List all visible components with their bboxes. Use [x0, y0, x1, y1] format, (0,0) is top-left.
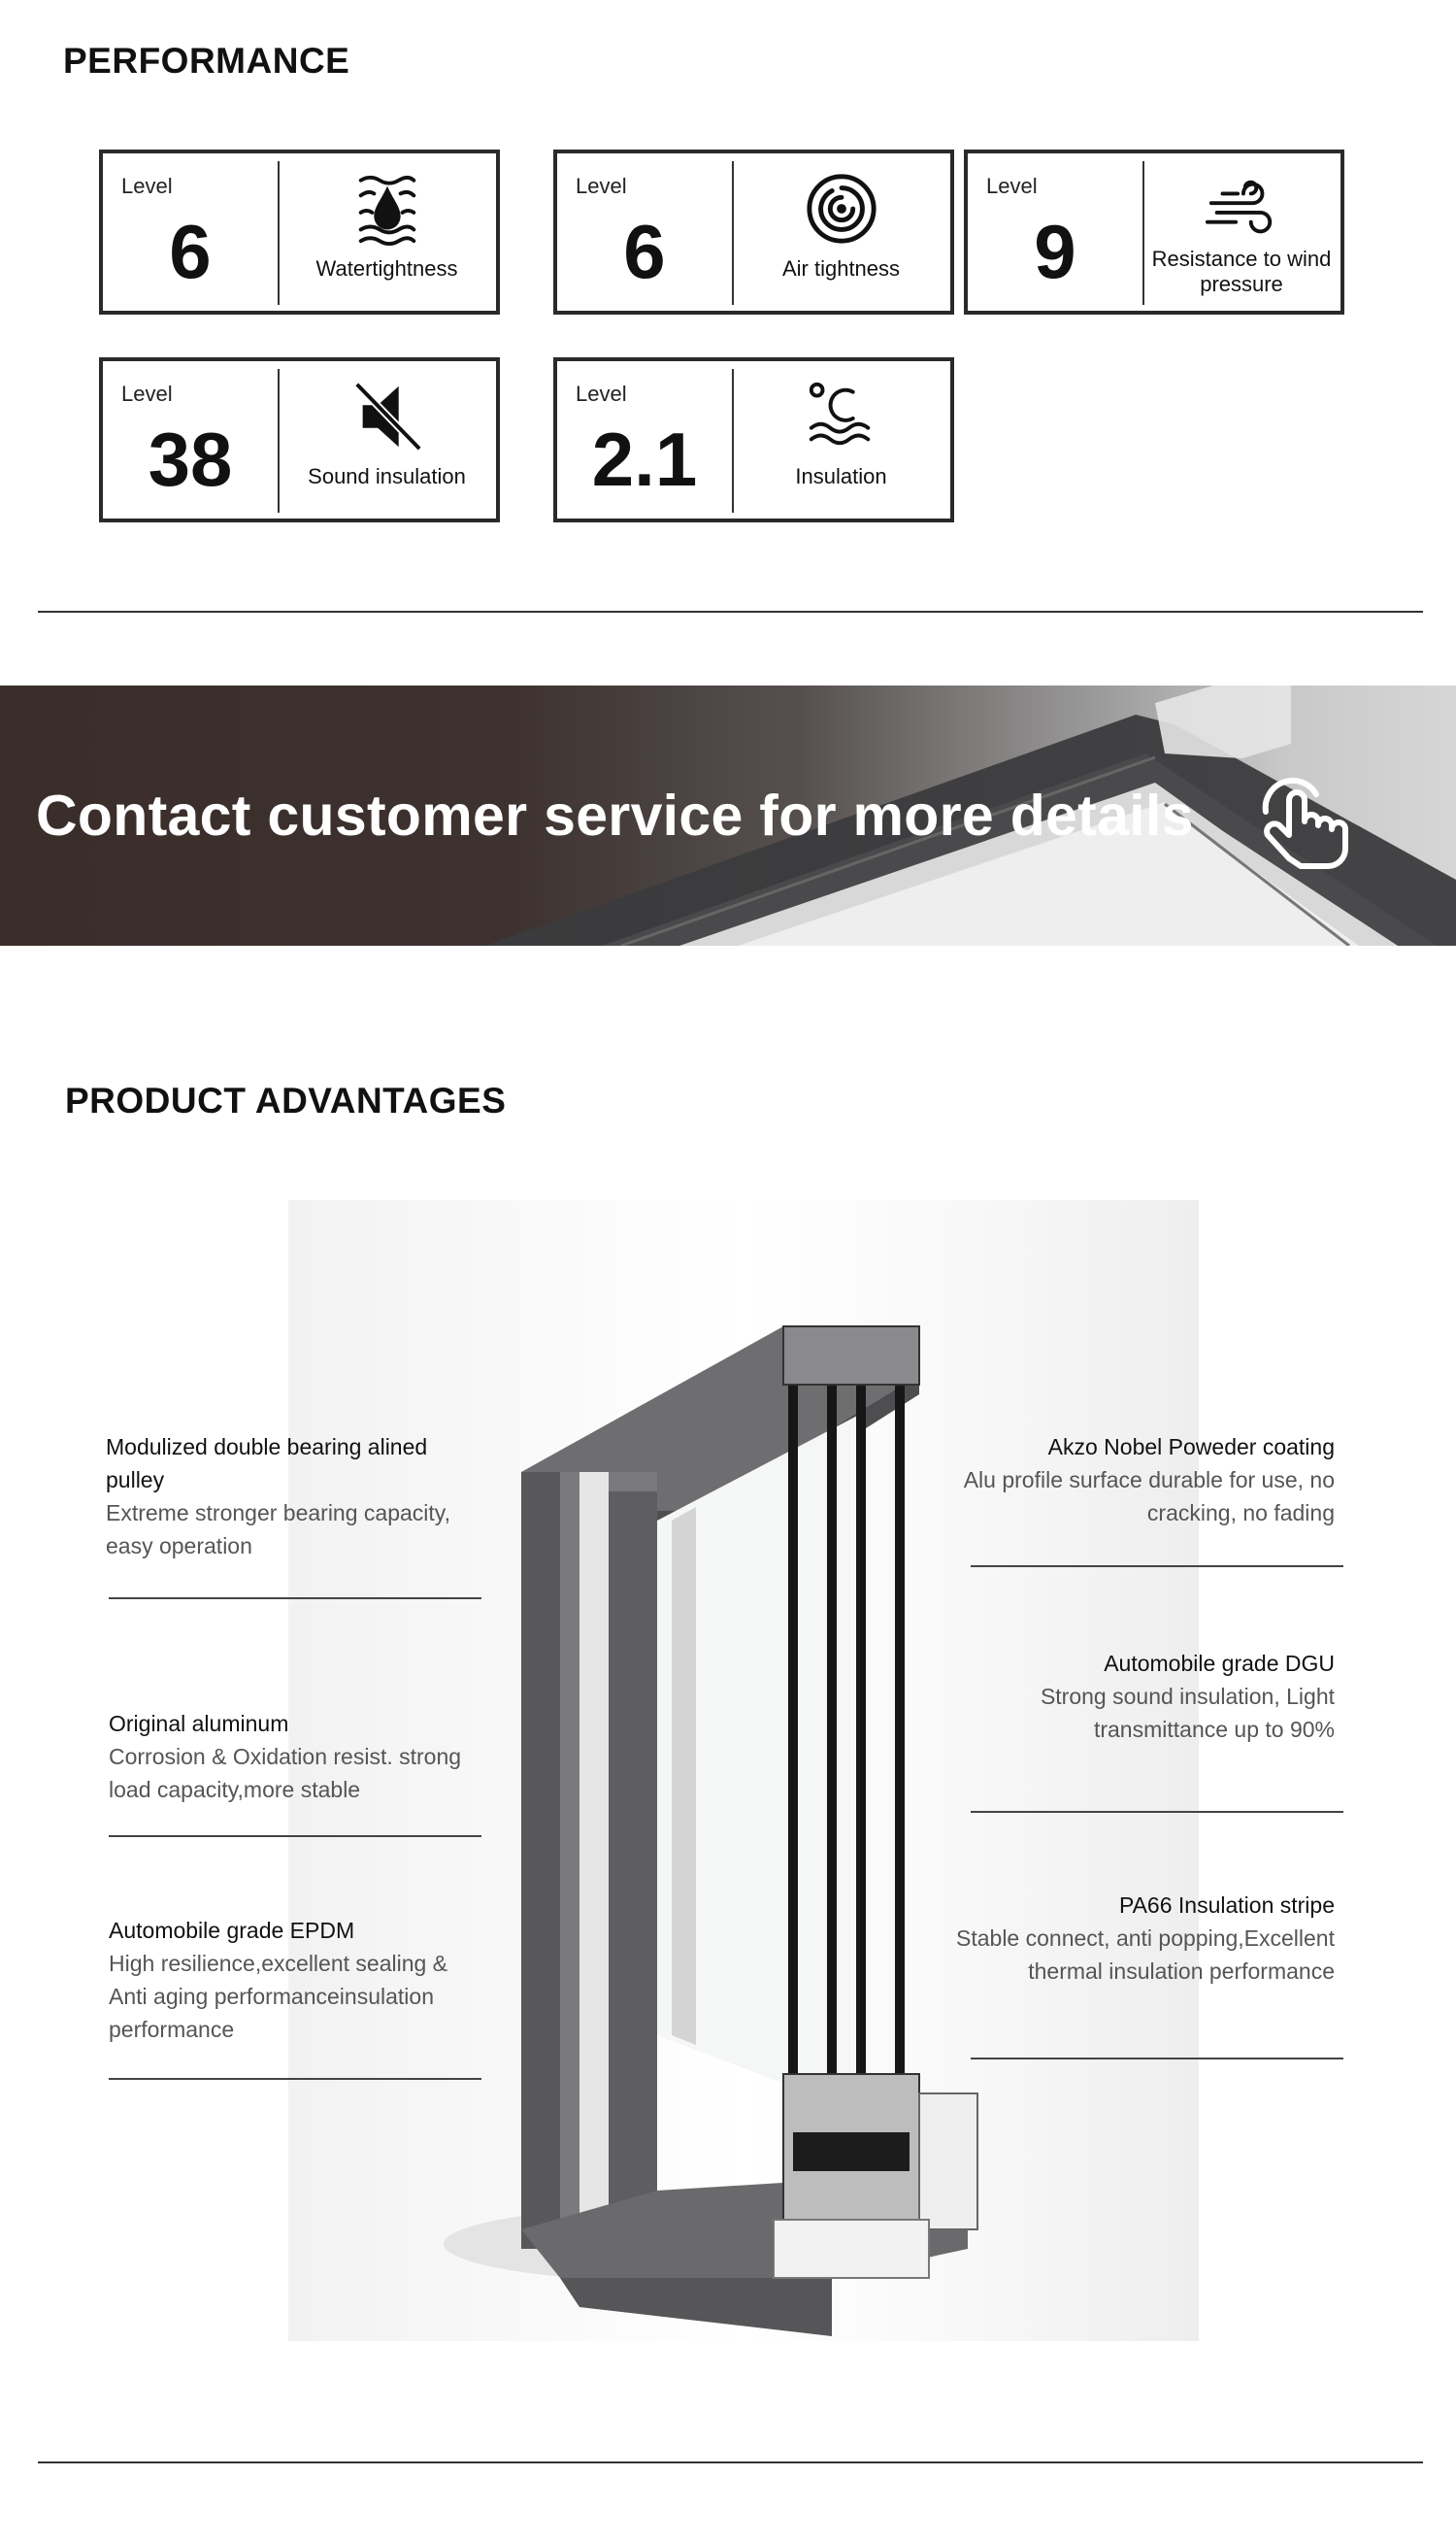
performance-card-sound-insulation	[99, 357, 500, 522]
advantage-divider	[109, 1597, 481, 1599]
advantage-divider	[971, 1565, 1343, 1567]
advantage-dgu	[956, 1647, 1335, 1746]
wind-icon	[1142, 171, 1340, 247]
performance-name: Sound insulation	[308, 464, 466, 488]
level-value: 6	[169, 209, 212, 294]
advantage-title: Original aluminum	[109, 1711, 289, 1736]
advantage-description: Corrosion & Oxidation resist. strong load capacity,more stable	[109, 1744, 462, 1802]
contact-banner-text[interactable]: Contact customer service for more details	[36, 784, 1194, 848]
section-divider	[38, 611, 1423, 613]
mute-speaker-icon	[278, 379, 496, 454]
advantage-title: PA66 Insulation stripe	[1118, 1892, 1335, 1918]
advantage-divider	[109, 1835, 481, 1837]
water-drop-icon	[278, 171, 496, 247]
advantage-title: Automobile grade EPDM	[109, 1918, 355, 1943]
performance-heading: PERFORMANCE	[63, 41, 350, 81]
touch-hand-icon[interactable]	[1252, 765, 1359, 872]
performance-card-insulation	[553, 357, 954, 522]
level-label: Level	[986, 174, 1038, 198]
advantage-title: Akzo Nobel Poweder coating	[1047, 1434, 1335, 1459]
contact-banner[interactable]	[0, 686, 1456, 946]
level-value: 2.1	[591, 417, 698, 502]
advantage-description: Stable connect, anti popping,Excellent thermal insulation performance	[956, 1925, 1335, 1984]
level-value: 38	[148, 417, 233, 502]
performance-name: Air tightness	[781, 256, 901, 281]
performance-name: Resistance to wind pressure	[1151, 247, 1332, 296]
advantage-divider	[971, 1811, 1343, 1813]
advantage-pa66	[956, 1889, 1335, 1988]
advantage-description: Strong sound insulation, Light transmittance up to 90%	[1040, 1684, 1335, 1742]
advantage-description: Extreme stronger bearing capacity, easy operation	[106, 1500, 450, 1558]
advantage-epdm	[109, 1914, 487, 2046]
level-label: Level	[121, 382, 173, 406]
advantage-title: Automobile grade DGU	[1104, 1651, 1335, 1676]
level-value: 6	[623, 209, 666, 294]
level-label: Level	[576, 382, 627, 406]
section-divider	[38, 2461, 1423, 2463]
advantage-coating	[956, 1430, 1335, 1529]
advantage-title: Modulized double bearing alined pulley	[106, 1434, 428, 1492]
performance-name: Watertightness	[315, 256, 458, 281]
performance-card-wind-pressure	[964, 150, 1344, 315]
temperature-water-icon	[732, 379, 950, 454]
advantage-divider	[971, 2058, 1343, 2059]
performance-name: Insulation	[795, 464, 887, 488]
product-advantages-heading: PRODUCT ADVANTAGES	[65, 1081, 507, 1121]
advantage-pulley	[106, 1430, 484, 1562]
advantage-description: Alu profile surface durable for use, no cracking, no fading	[963, 1467, 1335, 1525]
level-label: Level	[121, 174, 173, 198]
performance-card-air-tightness	[553, 150, 954, 315]
level-label: Level	[576, 174, 627, 198]
level-value: 9	[1034, 209, 1076, 294]
advantage-divider	[109, 2078, 481, 2080]
advantage-aluminum	[109, 1707, 487, 1806]
performance-card-watertightness	[99, 150, 500, 315]
air-spiral-icon	[732, 171, 950, 247]
advantage-description: High resilience,excellent sealing & Anti aging performanceinsulation performance	[109, 1951, 448, 2042]
